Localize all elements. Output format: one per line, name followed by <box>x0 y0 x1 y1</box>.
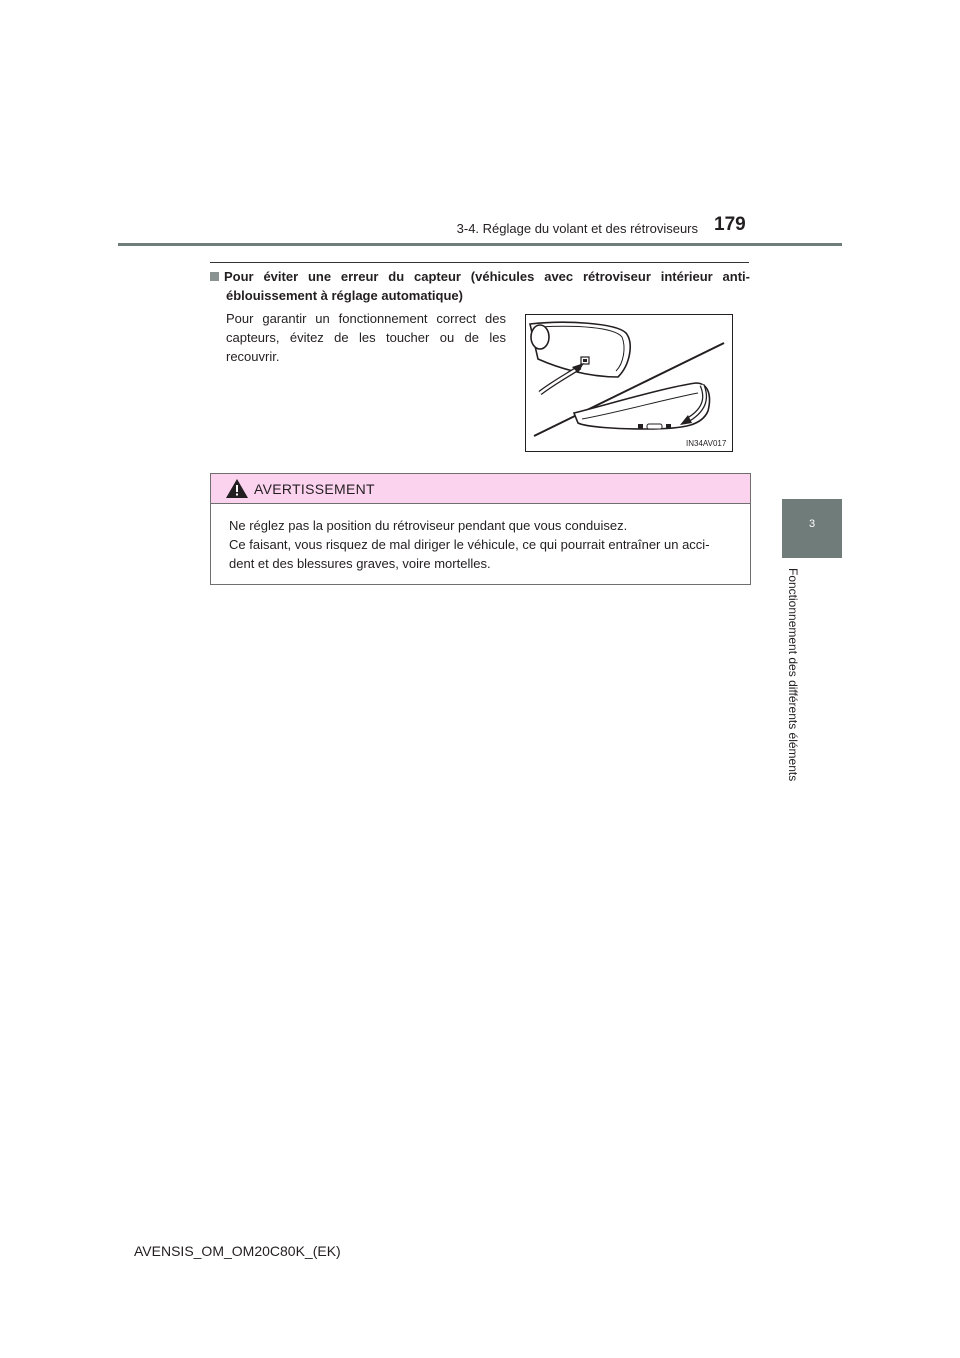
mirror-sensor-illustration <box>525 314 733 452</box>
footer-document-code: AVENSIS_OM_OM20C80K_(EK) <box>134 1243 341 1259</box>
section-body: Pour garantir un fonctionnement correct des capteurs, évitez de les toucher ou de les recouvrir. <box>226 311 506 364</box>
section-heading <box>210 267 750 305</box>
header-rule <box>118 243 842 246</box>
mirror-illustration-drawing <box>526 315 732 451</box>
page-number: 179 <box>714 214 746 235</box>
chapter-side-label: Fonctionnement des différents éléments <box>786 568 800 782</box>
figure-code: IN34AV017 <box>686 439 727 448</box>
warning-line-2: Ce faisant, vous risquez de mal diriger le véhicule, ce qui pourrait entraîner un acci- <box>229 537 710 552</box>
warning-title: AVERTISSEMENT <box>254 481 375 497</box>
warning-line-3: dent et des blessures graves, voire mortelles. <box>229 556 491 571</box>
heading-line-2: éblouissement à réglage automatique) <box>226 288 463 303</box>
warning-triangle-icon <box>226 479 248 498</box>
warning-text <box>229 516 744 573</box>
heading-line-1: Pour éviter une erreur du capteur (véhicules avec rétroviseur intérieur anti- <box>224 269 750 284</box>
warning-line-1: Ne réglez pas la position du rétroviseur pendant que vous conduisez. <box>229 518 628 533</box>
warning-header <box>211 474 750 504</box>
section-rule <box>210 262 749 263</box>
square-bullet-icon <box>210 272 219 281</box>
chapter-number: 3 <box>808 518 816 530</box>
chapter-tab <box>782 499 842 558</box>
header-section-title: 3-4. Réglage du volant et des rétroviseurs <box>456 221 698 236</box>
warning-box <box>210 473 751 585</box>
